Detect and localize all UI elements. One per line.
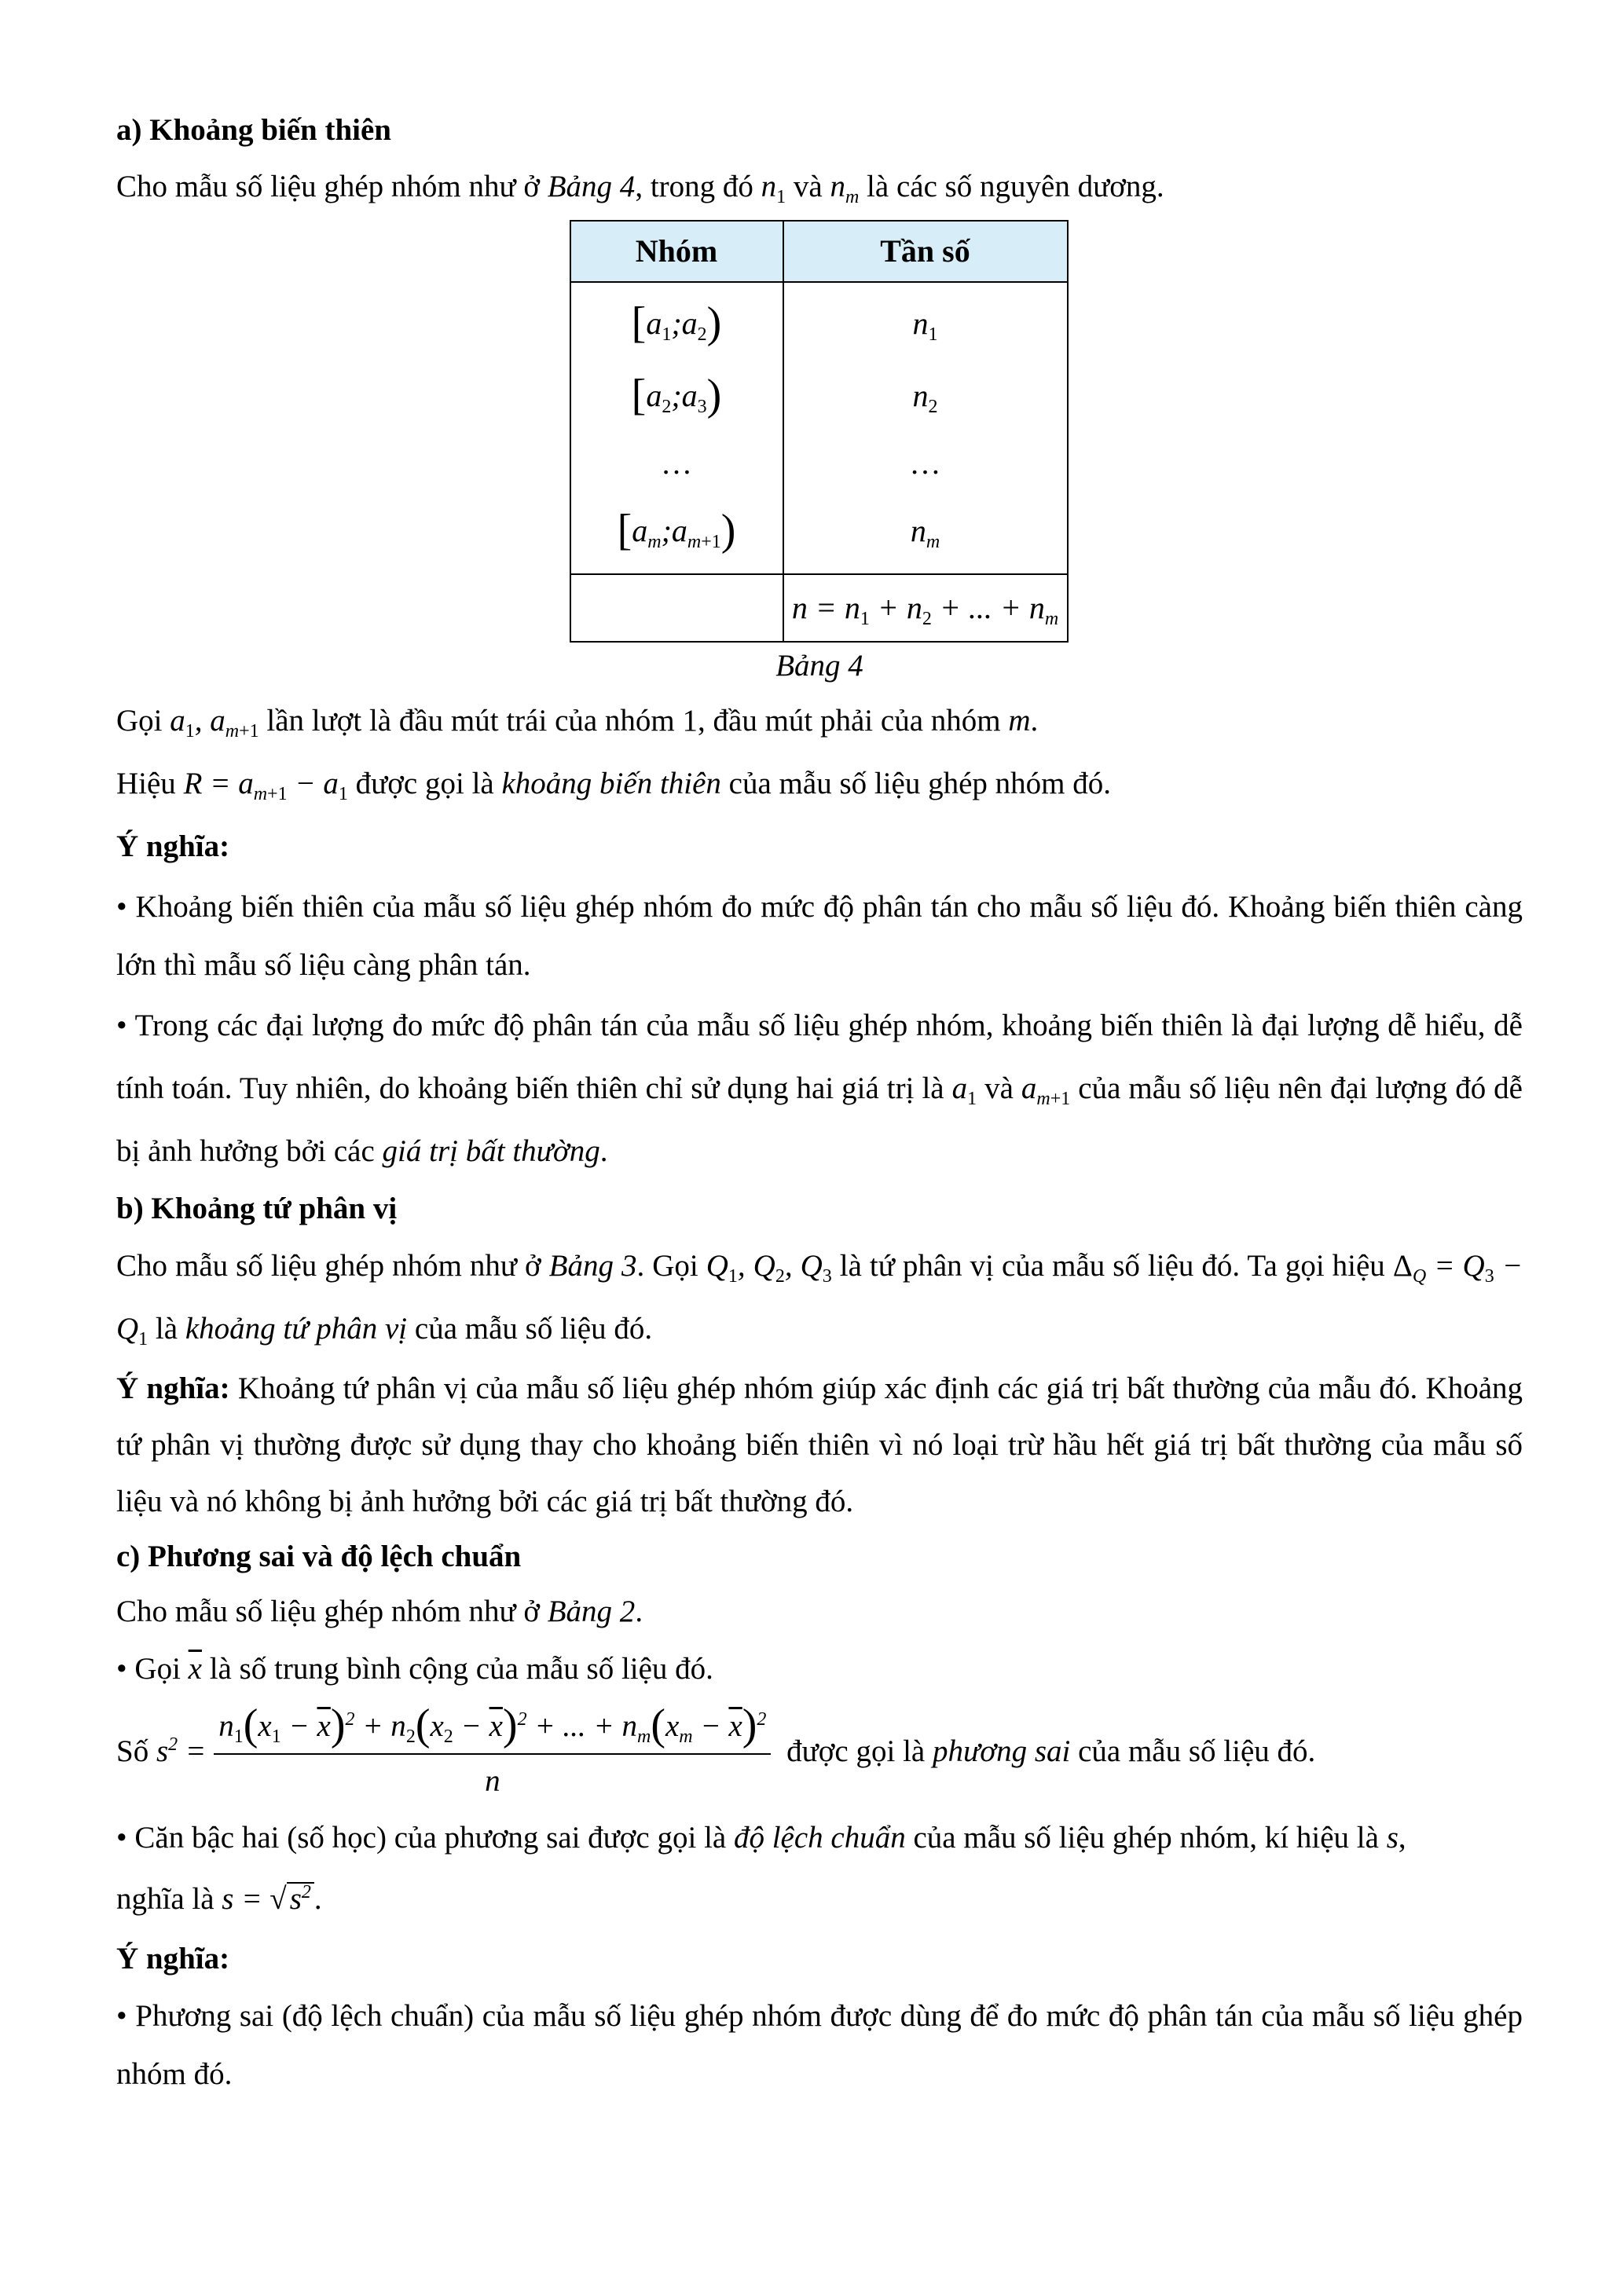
table-cell-groups xyxy=(570,282,783,574)
variance-formula: $\frac{n_1(x_1 - \overline{x})^2 + n_2(x_2 - \overline{x})^2 + ... + n_m(x_m - \overline{x})^2}{n}$ xyxy=(214,1703,771,1805)
math-a1: $a_1$ xyxy=(951,1071,977,1109)
heading-phuong-sai: c) Phương sai và độ lệch chuẩn xyxy=(116,1540,522,1573)
group-2: $[a_2;a_3)$ xyxy=(631,371,722,419)
math-s-sqrt: s = √ $s^2$ xyxy=(222,1882,314,1916)
table-header-nhom: Nhóm xyxy=(570,221,783,282)
ref-bang-2: Bảng 2 xyxy=(547,1595,636,1628)
math-xbar: $\overline{x}$ xyxy=(188,1652,202,1686)
ref-bang-3: Bảng 3 xyxy=(548,1249,637,1283)
bullet-mean: • Gọi $\overline{x}$ là số trung bình cộng của mẫu số liệu đó. xyxy=(116,1652,713,1686)
frequency-table xyxy=(570,220,1069,643)
table-header-tan-so: Tần số xyxy=(783,221,1068,282)
paragraph-goi: Gọi $a_1$, $a_{m+1}$ lần lượt là đầu mút trái của nhóm 1, đầu mút phải của nhóm m. xyxy=(116,704,1039,742)
paragraph-b: Cho mẫu số liệu ghép nhóm như ở Bảng 3. Gọi $Q_1$, $Q_2$, $Q_3$ là tứ phân vị của mẫu số liệu đó. Ta gọi hiệu $\Delta_Q = Q_3 - Q_1$ là khoảng tứ phân vị của mẫu số liệu đó. xyxy=(116,1249,1523,1349)
bullet-sd: • Căn bậc hai (số học) của phương sai được gọi là độ lệch chuẩn của mẫu số liệu ghép nhóm, kí hiệu là s, xyxy=(116,1821,1406,1855)
table-wrapper xyxy=(116,220,1523,643)
meaning-b: Ý nghĩa: Khoảng tứ phân vị của mẫu số liệu ghép nhóm giúp xác định các giá trị bất thường của mẫu đó. Khoảng tứ phân vị thường được sử dụng thay cho khoảng biến thiên vì nó loại trừ hầu hết giá trị bất thường của mẫu số liệu và nó không bị ảnh hưởng bởi các giá trị bất thường đó. xyxy=(116,1371,1523,1518)
heading-khoang-tu-phan-vi: b) Khoảng tứ phân vị xyxy=(116,1192,398,1225)
group-ellipsis: … xyxy=(661,445,692,481)
table-total-empty xyxy=(570,574,783,642)
table-caption: Bảng 4 xyxy=(775,649,863,683)
math-s2: $s^2$ = xyxy=(156,1734,207,1768)
meaning-label-c: Ý nghĩa: xyxy=(116,1942,230,1976)
freq-m: $n_m$ xyxy=(910,513,940,552)
group-m: $[a_m;a_{m+1})$ xyxy=(617,506,736,555)
heading-khoang-bien-thien: a) Khoảng biến thiên xyxy=(116,113,391,147)
bullet-a-2: • Trong các đại lượng đo mức độ phân tán của mẫu số liệu ghép nhóm, khoảng biến thiên là đại lượng dễ hiểu, dễ tính toán. Tuy nhiên, do khoảng biến thiên chỉ sử dụng hai giá trị là $a_1$ và $a_{m+1}$ của mẫu số liệu nên đại lượng đó dễ bị ảnh hưởng bởi các giá trị bất thường. xyxy=(116,1009,1523,1168)
freq-1: $n_1$ xyxy=(912,306,938,345)
table-total-n: $n = n_1 + n_2$ + ... + $n_m$ xyxy=(783,574,1068,642)
document-page xyxy=(116,102,1523,2104)
ref-bang-4: Bảng 4 xyxy=(547,170,636,203)
math-s: s xyxy=(1386,1821,1399,1855)
paragraph-variance: Số $s^2$ = $\frac{n_1(x_1 - \overline{x})^2 + n_2(x_2 - \overline{x})^2 + ... + n_m(x_m - \overline{x})^2}{n}$ được gọi là phương sai của mẫu số liệu đó. xyxy=(116,1703,1523,1805)
math-am1: $a_{m+1}$ xyxy=(1021,1071,1071,1109)
bullet-a-1: • Khoảng biến thiên của mẫu số liệu ghép nhóm đo mức độ phân tán cho mẫu số liệu đó. Khoảng biến thiên càng lớn thì mẫu số liệu càng phân tán. xyxy=(116,890,1523,982)
freq-2: $n_2$ xyxy=(912,378,938,417)
math-R: $R = a_{m+1} - a_1$ xyxy=(183,767,348,804)
group-1: $[a_1;a_2)$ xyxy=(631,298,722,347)
bullet-c-meaning: • Phương sai (độ lệch chuẩn) của mẫu số liệu ghép nhóm được dùng để đo mức độ phân tán của mẫu số liệu ghép nhóm đó. xyxy=(116,1999,1523,2091)
math-m: m xyxy=(1008,704,1031,738)
math-a1-am1: $a_1$, $a_{m+1}$ xyxy=(170,704,259,742)
math-n1: $n_1$ xyxy=(761,170,786,207)
paragraph-sd-def: nghĩa là s = √ $s^2$ . xyxy=(116,1882,322,1916)
math-q1q2q3: $Q_1$, $Q_2$, $Q_3$ xyxy=(706,1249,832,1287)
math-nm: $n_m$ xyxy=(830,170,860,207)
math-delta-q: $\Delta_Q = Q_3 - Q_1$ xyxy=(116,1249,1523,1349)
paragraph-intro-a: Cho mẫu số liệu ghép nhóm như ở Bảng 4, trong đó $n_1$ và $n_m$ là các số nguyên dương. xyxy=(116,170,1164,207)
meaning-label-a: Ý nghĩa: xyxy=(116,829,230,863)
freq-ellipsis: … xyxy=(909,445,941,481)
table-cell-frequencies xyxy=(783,282,1068,574)
paragraph-hieu: Hiệu $R = a_{m+1} - a_1$ được gọi là khoảng biến thiên của mẫu số liệu ghép nhóm đó. xyxy=(116,767,1111,804)
paragraph-c-intro: Cho mẫu số liệu ghép nhóm như ở Bảng 2. xyxy=(116,1595,643,1628)
